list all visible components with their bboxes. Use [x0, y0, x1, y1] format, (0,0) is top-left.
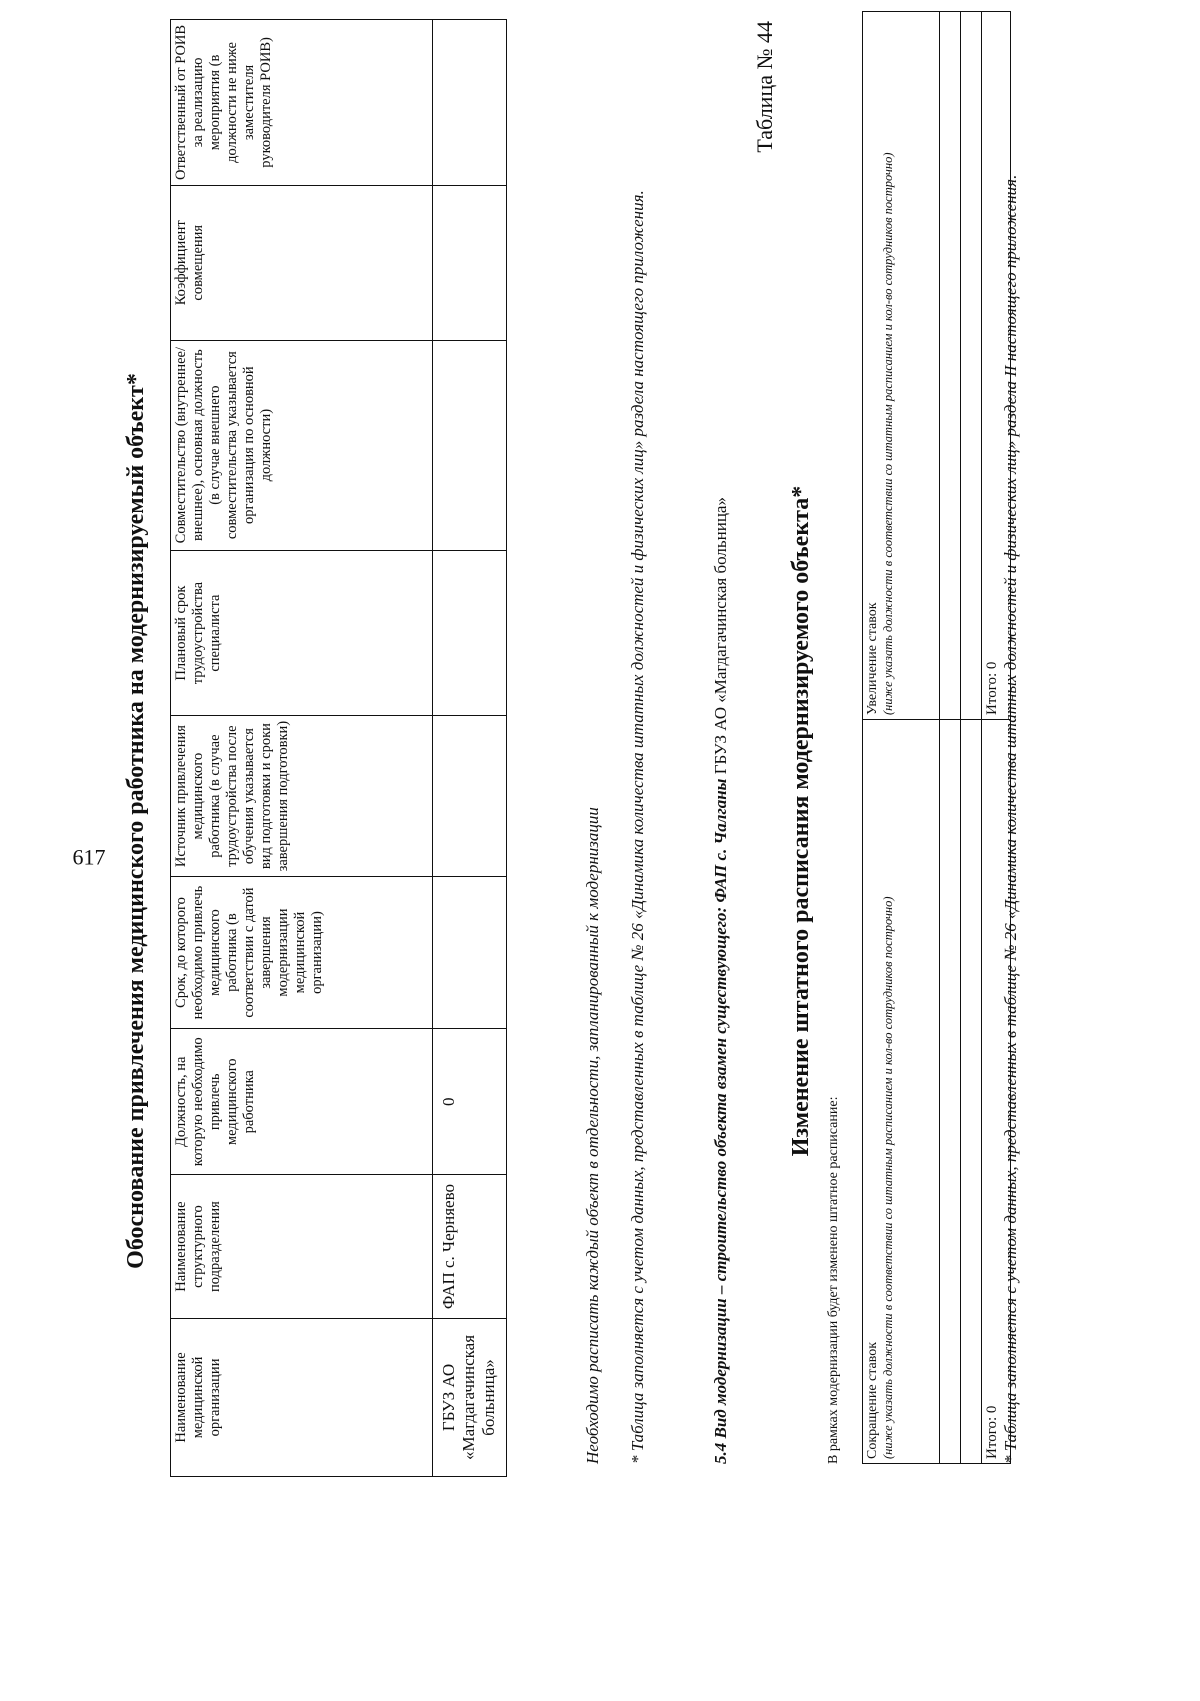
- header-deadline: Срок, до которого необходимо привлечь медицинского работника (в соответствии с датой завершения модернизации медицинской организации): [171, 876, 433, 1029]
- increase-total: Итого: 0: [982, 12, 1011, 720]
- cell-org: ГБУЗ АО «Магдагачинская больница»: [433, 1318, 507, 1476]
- reduction-instructions: (ниже указать должности в соответствии со штатным расписанием и кол-во сотрудников построчно): [881, 896, 895, 1459]
- header-source: Источник привлечения медицинского работника (в случае трудоустройства после обучения указывается вид подготовки и сроки завершения подготовки): [171, 716, 433, 876]
- header-unit: Наименование структурного подразделения: [171, 1175, 433, 1319]
- empty-cell: [961, 12, 982, 720]
- note-describe-each: Необходимо расписать каждый объект в отдельности, запланированный к модернизации: [583, 807, 602, 1464]
- cell-position: 0: [433, 1029, 507, 1175]
- table-row: [961, 12, 982, 1464]
- cell-coefficient: [433, 185, 507, 340]
- table-header-row: [171, 20, 433, 1477]
- section1-title: Обоснование привлечения медицинского работника на модернизируемый объект*: [123, 373, 149, 1269]
- page-number: 617: [72, 844, 106, 870]
- staffing-intro: В рамках модернизации будет изменено штатное расписание:: [826, 1096, 841, 1464]
- increase-instructions: (ниже указать должности в соответствии со штатным расписанием и кол-во сотрудников построчно): [881, 152, 895, 715]
- staffing-header-row: [863, 12, 940, 1464]
- cell-responsible: [433, 20, 507, 186]
- table-row: [433, 20, 507, 1477]
- header-position: Должность, на которую необходимо привлечь медицинского работника: [171, 1029, 433, 1175]
- empty-cell: [961, 720, 982, 1464]
- staffing-footnote: * Таблица заполняется с учетом данных, представленных в таблице № 26 «Динамика количества штатных должностей и физических лиц» раздела II настоящего приложения.: [1001, 174, 1020, 1464]
- table-number: Таблица № 44: [752, 21, 777, 153]
- header-responsible: Ответственный от РОИВ за реализацию мероприятия (в должности не ниже заместителя руководителя РОИВ): [171, 20, 433, 186]
- reduction-header-cell: [863, 720, 940, 1464]
- modernization-type-org: ГБУЗ АО «Магдагачинская больница»: [711, 497, 730, 779]
- reduction-total: Итого: 0: [982, 720, 1011, 1464]
- header-planned-date: Плановый срок трудоустройства специалиста: [171, 550, 433, 716]
- header-org: Наименование медицинской организации: [171, 1318, 433, 1476]
- empty-cell: [940, 720, 961, 1464]
- cell-deadline: [433, 876, 507, 1029]
- increase-header: Увеличение ставок: [865, 602, 880, 715]
- reduction-header: Сокращение ставок: [865, 1341, 880, 1459]
- section2-title: Изменение штатного расписания модернизируемого объекта*: [788, 485, 814, 1157]
- note-table-fill: * Таблица заполняется с учетом данных, представленных в таблице № 26 «Динамика количества штатных должностей и физических лиц» раздела настоящего приложения.: [628, 190, 647, 1464]
- modernization-type: [710, 44, 732, 1464]
- empty-cell: [940, 12, 961, 720]
- cell-unit: ФАП с. Черняево: [433, 1175, 507, 1319]
- attraction-table: [170, 19, 507, 1477]
- header-combination: Совместительство (внутреннее/ внешнее), основная должность (в случае внешнего совместительства указывается организация по основной должности): [171, 340, 433, 550]
- cell-source: [433, 716, 507, 876]
- table-row: [940, 12, 961, 1464]
- staffing-change-table: [862, 11, 1011, 1464]
- modernization-type-label: 5.4 Вид модернизации – строительство объекта взамен существующего: ФАП с. Чалганы: [711, 778, 730, 1464]
- cell-combination: [433, 340, 507, 550]
- header-coefficient: Коэффициент совмещения: [171, 185, 433, 340]
- cell-planned-date: [433, 550, 507, 716]
- increase-header-cell: [863, 12, 940, 720]
